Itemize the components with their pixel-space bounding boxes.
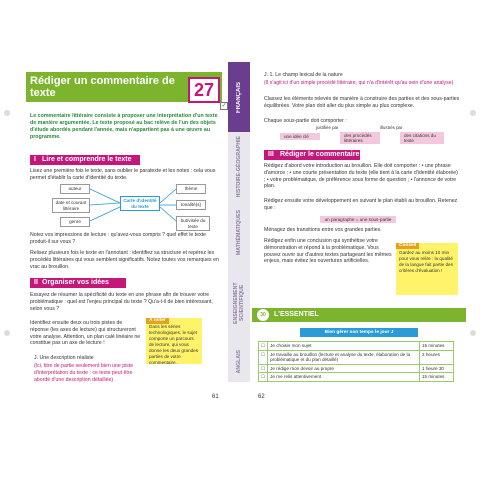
paragraph: Chaque sous-partie doit comporter : <box>264 118 347 124</box>
section-heading: I Lire et comprendre le texte <box>30 155 140 165</box>
row-checkbox[interactable]: ☐ <box>259 350 268 364</box>
paragraph: Identifiez ensuite deux ou trois pistes de réponse (les axes de lecture) qui structureront votre analyse. Attention, un plan calé linéaire ne constitue pas un axe de lecture ! <box>30 320 141 347</box>
chapter-number: 27 <box>188 77 220 103</box>
arrow-label: justifiée par <box>316 125 339 130</box>
paragraph: Rédigez enfin une conclusion qui synthétise votre démonstration et répond à la problématique. Vous pouvez ouvrir sur d'autres textes partageant les mêmes enjeux, mais évitez les ouvertures artificielles. <box>264 238 392 265</box>
binding-hole <box>470 110 476 116</box>
ok-checkbox[interactable]: ✓ <box>221 103 227 109</box>
formula-chip: un paragraphe = une sous-partie <box>320 216 396 223</box>
diagram-node: auteur <box>60 184 90 194</box>
example-note: (Ici, titre de partie seulement bien une piste d'interprétation du texte : ce texte peut être abordé d'une description détaillée) <box>34 363 134 383</box>
identity-diagram <box>52 183 212 227</box>
diagram-node: genre <box>60 217 90 227</box>
tip-text: Gardez au moins 10 min pour vous relire : la qualité de la langue fait partie des critères d'évaluation ! <box>399 250 453 273</box>
paragraph: Lisez une première fois le texte, sans oublier le paratexte et les notes : cela vous permet d'établir la carte d'identité du texte. <box>30 168 216 181</box>
page-number: 62 <box>258 394 265 400</box>
paragraph: Essayez de résumer la spécificité du texte en une phrase afin de trouver votre problématique : quel est l'enjeu principal du texte ? Qu'a-t-il de bien intéressant, selon vous ? <box>30 292 213 312</box>
row-checkbox[interactable]: ☐ <box>259 342 268 351</box>
row-task: Je travaille au brouillon (lecture et analyse du texte, élaboration de la problématique et du plan détaillé) <box>268 350 420 364</box>
paragraph: Relisez plusieurs fois le texte en l'annotant : identifiez sa structure et repérez les procédés littéraires qui vous semblent significatifs. Notez toutes vos remarques en vrac au brouillon. <box>30 250 219 270</box>
intro-paragraph: Le commentaire littéraire consiste à proposer une interprétation d'un texte de manière argumentée. Le texte proposé au bac relève de l'un des objets d'étude abordés pendant l'année, mais n'appartient pas à une œuvre au programme. <box>30 113 218 140</box>
time-table <box>258 341 454 382</box>
row-task: Je me relis attentivement <box>268 373 420 382</box>
row-duration: 15 minutes <box>420 342 454 351</box>
diagram-node: date et courant littéraire <box>52 198 90 213</box>
tab-anglais[interactable]: ANGLAIS <box>236 350 242 374</box>
devices-chip: des procédés littéraires <box>340 132 380 144</box>
quotes-chip: des citations du texte <box>400 132 444 144</box>
essentiel-badge: 30 <box>257 309 269 321</box>
tab-histoire-geographie[interactable]: HISTOIRE-GÉOGRAPHIE <box>236 136 242 198</box>
row-checkbox[interactable]: ☐ <box>259 364 268 373</box>
note-text: Dans les séries technologiques, le sujet comporte un parcours de lecture, qui vous donne les deux grandes parties de votre commentaire. <box>149 324 199 365</box>
binding-hole <box>4 110 10 116</box>
table-row <box>259 373 454 382</box>
note-tag: À noter <box>146 318 169 324</box>
example-heading: J. Une description réaliste <box>34 355 94 361</box>
paragraph: Rédigez ensuite votre développement en suivant le plan établi au brouillon. Retenez que : <box>264 198 458 211</box>
arrow-label: illustrés par <box>380 125 403 130</box>
paragraph: Classez les éléments relevés de manière à construire des parties et des sous-parties équilibrées. Votre plan doit aller du plus simple au plus complexe. <box>264 96 460 109</box>
essentiel-title: L'ESSENTIEL <box>274 311 319 318</box>
binding-hole <box>4 330 10 336</box>
paragraph: Notez vos impressions de lecture : qu'avez-vous compris ? quel effet le texte produit-il sur vous ? <box>30 232 206 245</box>
table-row <box>259 350 454 364</box>
table-row <box>259 342 454 351</box>
key-idea-chip: une idée clé <box>280 133 320 140</box>
page-number: 61 <box>212 394 219 400</box>
row-task: Je choisis mon sujet <box>268 342 420 351</box>
tip-box <box>396 243 458 295</box>
table-row <box>259 364 454 373</box>
binding-hole <box>470 330 476 336</box>
paragraph: Ménagez des transitions entre vos grandes parties. <box>264 227 382 233</box>
example-heading: J. 1. Le champ lexical de la nature <box>264 72 343 78</box>
tab-francais[interactable]: FRANÇAIS <box>228 62 250 132</box>
diagram-node: but/visée du texte <box>176 216 210 231</box>
diagram-node: tonalité(s) <box>176 200 206 210</box>
row-duration: 2 heures <box>420 350 454 364</box>
diagram-node: thème <box>176 184 206 194</box>
row-duration: 15 minutes <box>420 373 454 382</box>
note-box <box>146 318 202 364</box>
section-heading: III Rédiger le commentaire <box>264 150 360 160</box>
tab-enseignement-scientifique[interactable]: ENSEIGNEMENT SCIENTIFIQUE <box>233 282 245 324</box>
tip-tag: Conseil <box>396 243 419 249</box>
example-note: (Il s'agit ici d'un simple procédé littéraire, qui n'a d'intérêt qu'au sein d'une analyse) <box>264 80 454 86</box>
row-duration: 1 heure 30 <box>420 364 454 373</box>
row-checkbox[interactable]: ☐ <box>259 373 268 382</box>
page-title: Rédiger un commentaire de texte <box>30 75 175 99</box>
table-title: Bien gérer son temps le jour J <box>300 328 418 337</box>
tab-mathematiques[interactable]: MATHÉMATIQUES <box>236 210 242 256</box>
diagram-center-node: Carte d'identité du texte <box>120 196 160 211</box>
row-task: Je rédige mon devoir au propre <box>268 364 420 373</box>
section-heading: II Organiser vos idées <box>30 278 126 288</box>
paragraph: Rédigez d'abord votre introduction au brouillon. Elle doit comporter : • une phrase d'amorce ; • une courte présentation du texte (elle tient à la carte d'identité élaborée) ; • votre problématique, de préférence sous forme de question ; • l'annonce de votre plan. <box>264 163 458 190</box>
